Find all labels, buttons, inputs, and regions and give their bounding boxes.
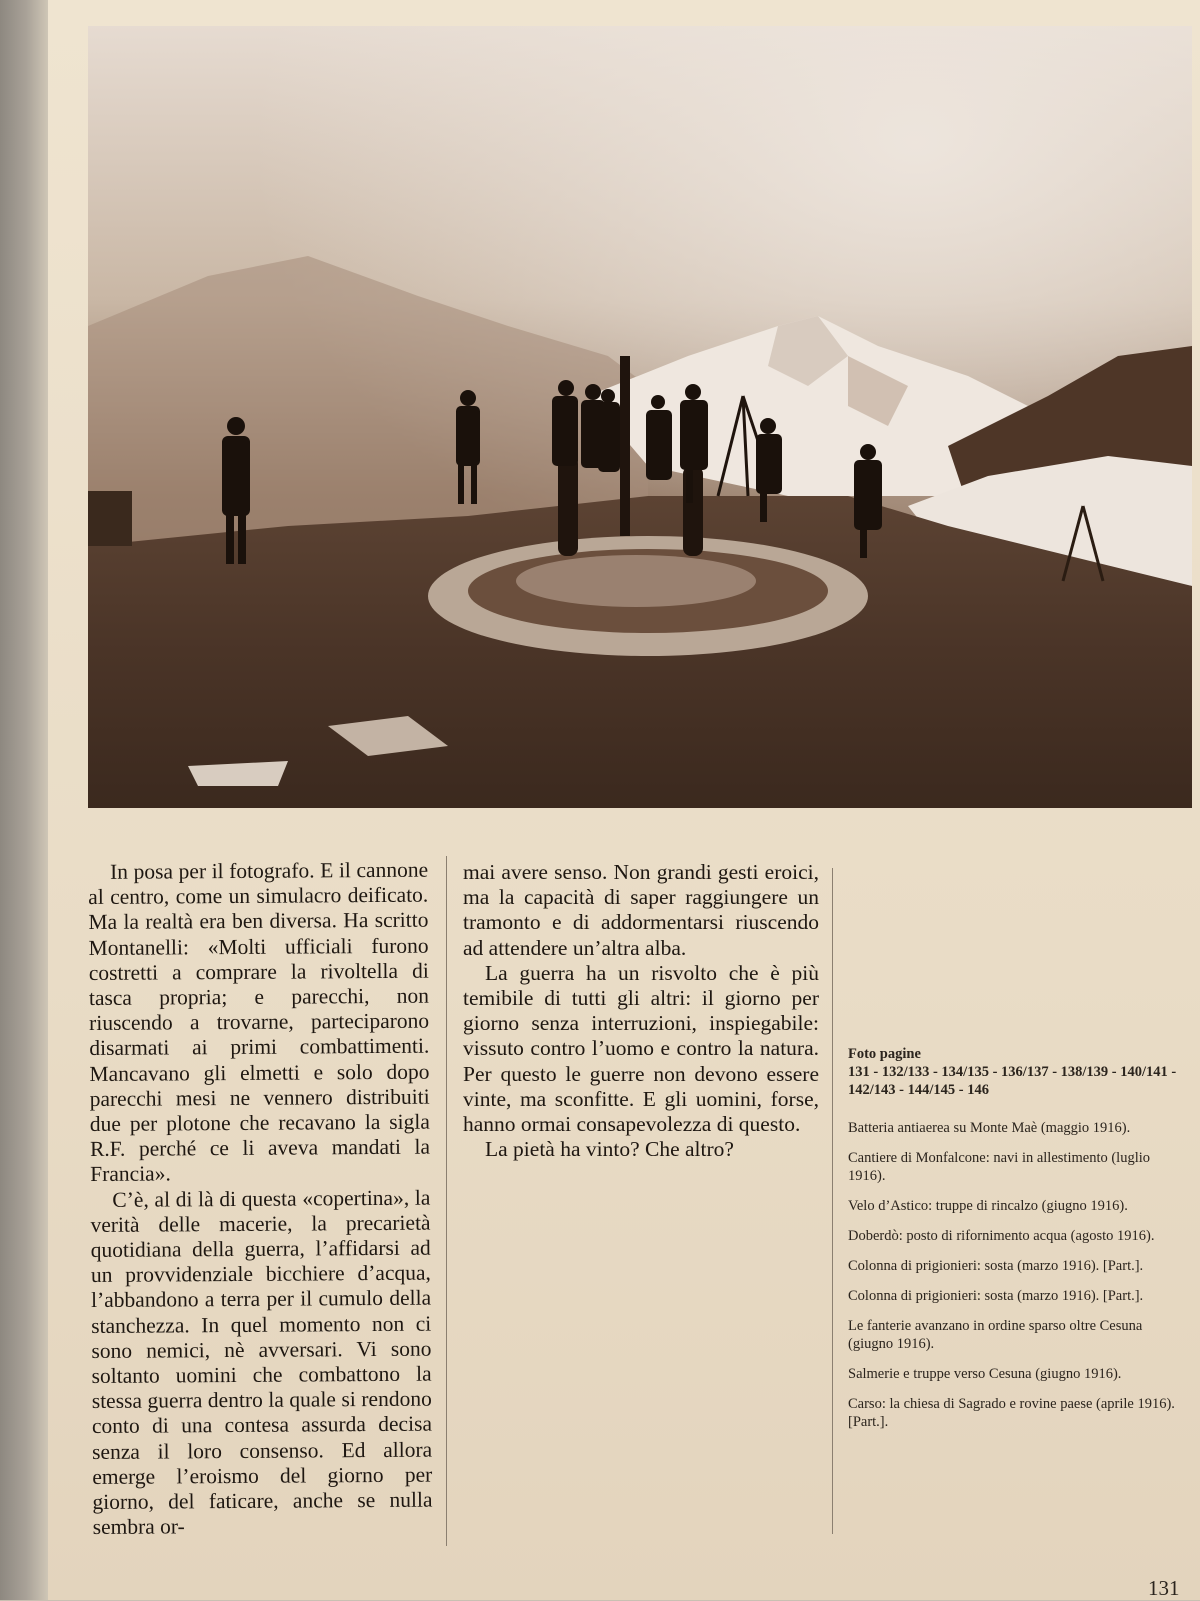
caption-item: Velo d’Astico: truppe di rincalzo (giugno 1916).: [848, 1198, 1128, 1214]
caption-item: Colonna di prigionieri: sosta (marzo 1916). [Part.].: [848, 1288, 1144, 1304]
book-spine: [0, 0, 48, 1600]
page-number: 131: [1148, 1576, 1180, 1600]
caption-item: Batteria antiaerea su Monte Maè (maggio 1916).: [848, 1120, 1131, 1136]
caption-item: Colonna di prigionieri: sosta (marzo 1916). [Part.].: [848, 1258, 1144, 1274]
caption-item: Le fanterie avanzano in ordine sparso oltre Cesuna (giugno 1916).: [848, 1318, 1143, 1352]
paragraph: In posa per il fotografo. E il cannone al centro, come un simulacro deificato. Ma la realtà era ben diversa. Ha scritto Montanelli: «Molti ufficiali furono costretti a comprare la rivoltella di tasca propria; e parecchi, non riuscendo a trovarne, parteciparono disarmati ai primi combattimenti. Mancavano gli elmetti e solo dopo parecchi mesi ne vennero distribuiti due per plotone che recavano la sigla R.F. perché ce li aveva mandati la Francia».: [88, 857, 431, 1187]
caption-item: Doberdò: posto di rifornimento acqua (agosto 1916).: [848, 1228, 1155, 1244]
column-divider: [832, 868, 833, 1534]
captions-title: Foto pagine: [848, 1046, 921, 1062]
photo-captions: [848, 1045, 1178, 1443]
caption-item: Salmerie e truppe verso Cesuna (giugno 1916).: [848, 1366, 1122, 1382]
caption-item: Carso: la chiesa di Sagrado e rovine paese (aprile 1916). [Part.].: [848, 1396, 1175, 1430]
sepia-photograph-icon: [88, 26, 1192, 808]
caption-item: Cantiere di Monfalcone: navi in allestimento (luglio 1916).: [848, 1150, 1151, 1184]
text-column-left: [88, 858, 433, 1541]
column-divider: [446, 856, 447, 1546]
paragraph: mai avere senso. Non grandi gesti eroici, ma la capacità di saper raggiungere un tramonto e di addormentarsi riuscendo ad attendere un’altra alba.: [463, 860, 819, 960]
photograph: [88, 26, 1192, 808]
paragraph: La pietà ha vinto? Che altro?: [485, 1137, 734, 1162]
paragraph: La guerra ha un risvolto che è più temibile di tutti gli altri: il giorno per giorno senza interruzioni, inspiegabile: vissuto contro l’uomo e contro la natura. Per questo le guerre non devono essere vinte, ma sconfitte. E gli uomini, forse, hanno ormai consapevolezza di questo.: [463, 960, 819, 1137]
captions-page-list: 131 - 132/133 - 134/135 - 136/137 - 138/139 - 140/141 - 142/143 - 144/145 - 146: [848, 1064, 1177, 1098]
paragraph: C’è, al di là di questa «copertina», la verità delle macerie, la precarietà quotidiana della guerra, l’affidarsi ad un provvidenziale bicchiere d’acqua, l’abbandono a terra per il cumulo della stanchezza. In quel momento non ci sono nemici, nè avversari. Vi sono soltanto uomini che combattono la stessa guerra dentro la quale si rendono conto di una contesa assurda decisa senza il loro consenso. Ed allora emerge l’eroismo del giorno per giorno, del faticare, anche se nulla sembra or-: [90, 1185, 433, 1540]
text-column-middle: [463, 860, 819, 1162]
